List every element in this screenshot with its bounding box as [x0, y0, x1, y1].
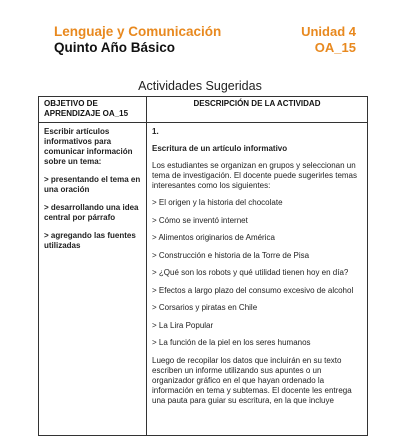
topic-item: > La Lira Popular — [152, 320, 214, 330]
topic-item: > El origen y la historia del chocolate — [152, 198, 283, 207]
objective-item: > presentando el tema en una oración — [44, 175, 141, 194]
activity-number: 1. — [152, 127, 159, 136]
column-divider — [146, 97, 147, 435]
activity-closing: Luego de recopilar los datos que incluirán en su texto escriben un informe utilizando sus apuntes o un organizador gráfico en el que hayan ordenado la información en tema y subtemas. El docente les entrega una pauta para guiar su escritura, en la que incluye — [152, 355, 352, 405]
topic-item: > Construcción e historia de la Torre de Pisa — [152, 250, 310, 260]
unit-label: Unidad 4 — [301, 24, 356, 39]
objective-item: > agregando las fuentes utilizadas — [44, 231, 136, 250]
objective-intro: Escribir artículos informativos para comunicar información sobre un tema: — [44, 127, 133, 166]
subject-title: Lenguaje y Comunicación — [54, 24, 222, 39]
topic-item: > Corsarios y piratas en Chile — [152, 303, 258, 312]
topic-item: > La función de la piel en los seres humanos — [152, 338, 311, 347]
activity-title: Escritura de un artículo informativo — [152, 144, 288, 153]
topic-item: > Alimentos originarios de América — [152, 233, 275, 242]
objective-code: OA_15 — [314, 40, 356, 55]
objective-item: > desarrollando una idea central por párrafo — [44, 203, 139, 222]
page-header — [54, 24, 356, 56]
header-row-2 — [54, 40, 356, 56]
activities-table — [38, 96, 368, 436]
description-cell — [152, 127, 364, 406]
section-title: Actividades Sugeridas — [138, 79, 262, 93]
header-row-1 — [54, 24, 356, 40]
topic-item: > ¿Qué son los robots y qué utilidad tienen hoy en día? — [152, 268, 349, 277]
activity-intro: Los estudiantes se organizan en grupos y seleccionan un tema de investigación. El docente puede sugerirles temas interesantes como los siguientes: — [152, 161, 358, 190]
header-divider — [39, 122, 367, 123]
objective-cell — [44, 127, 144, 259]
topic-item: > Cómo se inventó internet — [152, 215, 248, 225]
grade-title: Quinto Año Básico — [54, 40, 175, 55]
description-column-header: DESCRIPCIÓN DE LA ACTIVIDAD — [193, 99, 321, 108]
objective-column-header: OBJETIVO DE APRENDIZAJE OA_15 — [44, 99, 129, 118]
topic-item: > Efectos a largo plazo del consumo excesivo de alcohol — [152, 285, 354, 295]
